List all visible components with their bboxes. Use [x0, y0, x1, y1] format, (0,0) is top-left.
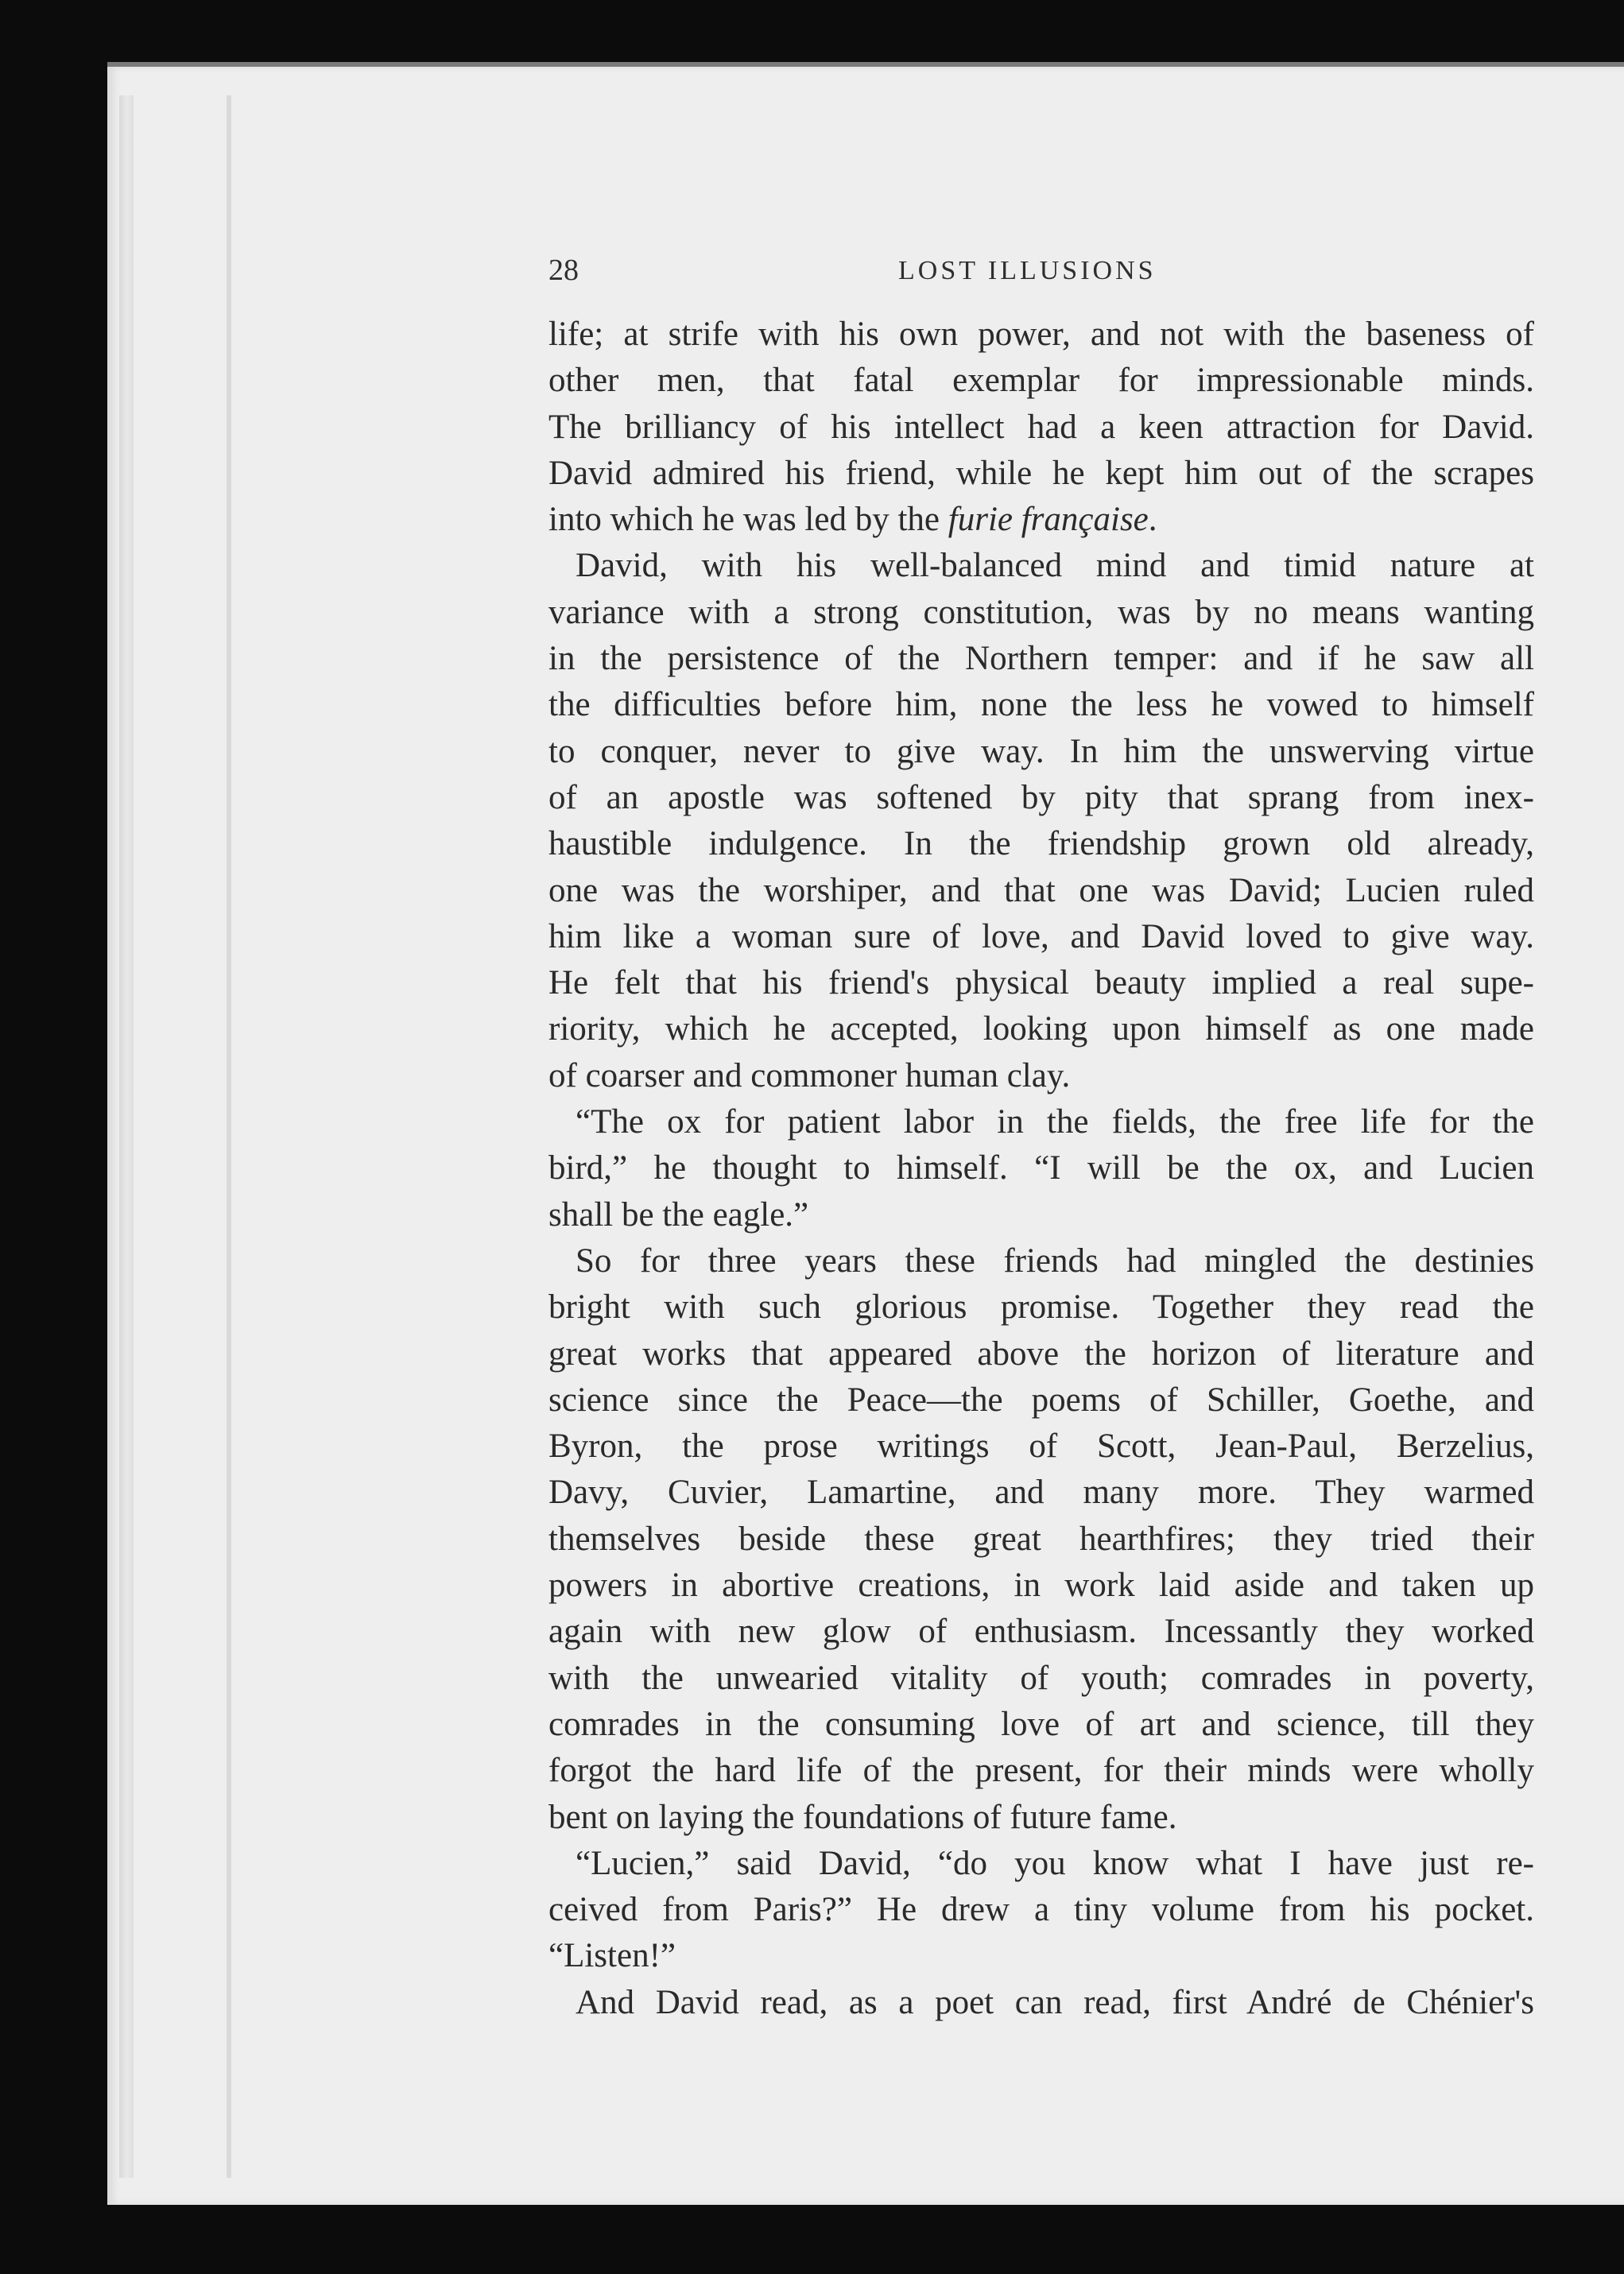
text-line: Davy, Cuvier, Lamartine, and many more. They warmed: [548, 1474, 1534, 1512]
text-line: to conquer, never to give way. In him the unswerving virtue: [548, 732, 1534, 770]
text-line: [548, 497, 1534, 543]
text-line: David admired his friend, while he kept him out of the scrapes: [548, 454, 1534, 492]
text-line: riority, which he accepted, looking upon himself as one made: [548, 1010, 1534, 1048]
text-line: “Listen!”: [548, 1937, 676, 1975]
text-line: He felt that his friend's physical beauty implied a real supe-: [548, 964, 1534, 1002]
text-line: powers in abortive creations, in work laid aside and taken up: [548, 1567, 1534, 1605]
text-line: one was the worshiper, and that one was David; Lucien ruled: [548, 871, 1534, 909]
text-line: bent on laying the foundations of future fame.: [548, 1798, 1177, 1836]
italic-phrase: furie française: [948, 501, 1149, 539]
text-line: other men, that fatal exemplar for impressionable minds.: [548, 362, 1534, 400]
page-number: 28: [548, 254, 579, 287]
text-line: “Lucien,” said David, “do you know what I have just re-: [576, 1844, 1534, 1882]
text-line: the difficulties before him, none the less he vowed to himself: [548, 686, 1534, 724]
text-line: with the unwearied vitality of youth; comrades in poverty,: [548, 1659, 1534, 1697]
text-line: science since the Peace—the poems of Schiller, Goethe, and: [548, 1381, 1534, 1419]
text-segment: into which he was led by the: [548, 501, 948, 539]
text-line: comrades in the consuming love of art and science, till they: [548, 1705, 1534, 1743]
text-line: of coarser and commoner human clay.: [548, 1056, 1071, 1094]
text-line: variance with a strong constitution, was by no means wanting: [548, 593, 1534, 631]
text-line: themselves beside these great hearthfires; they tried their: [548, 1520, 1534, 1558]
binding-gutter: [227, 95, 231, 2178]
text-line: The brilliancy of his intellect had a keen attraction for David.: [548, 408, 1534, 446]
text-line: bird,” he thought to himself. “I will be the ox, and Lucien: [548, 1149, 1534, 1187]
text-segment: .: [1148, 501, 1157, 539]
text-line: Byron, the prose writings of Scott, Jean-Paul, Berzelius,: [548, 1428, 1534, 1466]
text-line: “The ox for patient labor in the fields, the free life for the: [576, 1103, 1534, 1141]
text-line: him like a woman sure of love, and David loved to give way.: [548, 917, 1534, 955]
running-title: LOST ILLUSIONS: [898, 256, 1157, 285]
text-line: So for three years these friends had mingled the destinies: [576, 1242, 1534, 1280]
text-line: again with new glow of enthusiasm. Incessantly they worked: [548, 1613, 1534, 1651]
text-line: bright with such glorious promise. Together they read the: [548, 1288, 1534, 1327]
text-line: David, with his well-balanced mind and timid nature at: [576, 547, 1534, 585]
text-line: life; at strife with his own power, and not with the baseness of: [548, 316, 1534, 353]
text-line: shall be the eagle.”: [548, 1195, 809, 1234]
text-line: in the persistence of the Northern temper: and if he saw all: [548, 640, 1534, 678]
text-line: forgot the hard life of the present, for their minds were wholly: [548, 1752, 1534, 1790]
text-line: great works that appeared above the horizon of literature and: [548, 1335, 1534, 1373]
body-text: [548, 312, 1534, 2026]
text-line: And David read, as a poet can read, first André de Chénier's: [576, 1983, 1534, 2021]
page-edge: [119, 95, 134, 2178]
text-line: of an apostle was softened by pity that sprang from inex-: [548, 778, 1534, 816]
running-header: [548, 253, 1534, 292]
text-line: haustible indulgence. In the friendship grown old already,: [548, 825, 1534, 863]
text-line: ceived from Paris?” He drew a tiny volume from his pocket.: [548, 1891, 1534, 1929]
